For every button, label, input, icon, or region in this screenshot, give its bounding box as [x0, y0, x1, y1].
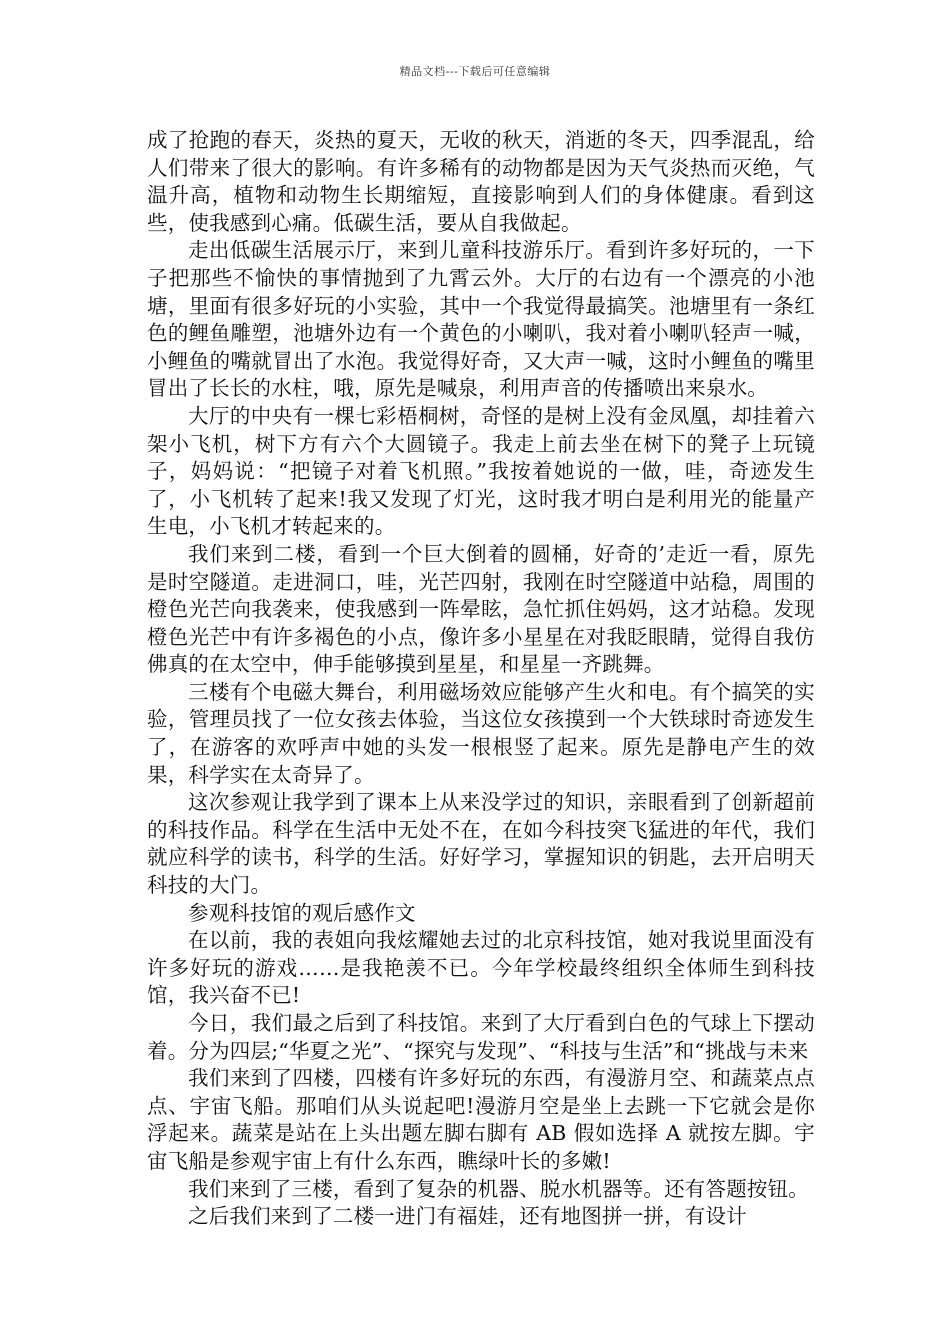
paragraph-10: 我们来到了三楼，看到了复杂的机器、脱水机器等。还有答题按钮。	[188, 1176, 809, 1201]
document-body	[147, 127, 815, 1231]
section-title: 参观科技馆的观后感作文	[188, 900, 416, 925]
paragraph-9: 我们来到了四楼，四楼有许多好玩的东西，有漫游月空、和蔬菜点点点、宇宙飞船。那咱们从头说起吧!漫游月空是坐上去跳一下它就会是你浮起来。蔬菜是站在上头出题左脚右脚有 AB 假如选择 A 就按左脚。宇宙飞船是参观宇宙上有什么东西，瞧绿叶长的多嫩!	[147, 1066, 815, 1173]
paragraph-4: 我们来到二楼，看到一个巨大倒着的圆桶，好奇的’走近一看，原先是时空隧道。走进洞口，哇，光芒四射，我刚在时空隧道中站稳，周围的橙色光芒向我袭来，使我感到一阵晕眩，急忙抓住妈妈，这才站稳。发现橙色光芒中有许多褐色的小点，像许多小星星在对我眨眼睛，觉得自我仿佛真的在太空中，伸手能够摸到星星，和星星一齐跳舞。	[147, 541, 815, 677]
paragraph-8: 今日，我们最之后到了科技馆。来到了大厅看到白色的气球上下摆动着。分为四层;“华夏之光”、“探究与发现”、“科技与生活”和“挑战与未来	[147, 1011, 815, 1063]
paragraph-3: 大厅的中央有一棵七彩梧桐树，奇怪的是树上没有金凤凰，却挂着六架小飞机，树下方有六个大圆镜子。我走上前去坐在树下的凳子上玩镜子，妈妈说：“把镜子对着飞机照。”我按着她说的一做，哇，奇迹发生了，小飞机转了起来!我又发现了灯光，这时我才明白是利用光的能量产生电，小飞机才转起来的。	[147, 403, 815, 539]
paragraph-7: 在以前，我的表姐向我炫耀她去过的北京科技馆，她对我说里面没有许多好玩的游戏……是我艳羡不已。今年学校最终组织全体师生到科技馆，我兴奋不已!	[147, 928, 815, 1008]
paragraph-1: 成了抢跑的春天，炎热的夏天，无收的秋天，消逝的冬天，四季混乱，给人们带来了很大的影响。有许多稀有的动物都是因为天气炎热而灭绝，气温升高，植物和动物生长期缩短，直接影响到人们的身体健康。看到这些，使我感到心痛。低碳生活，要从自我做起。	[147, 128, 815, 235]
paragraph-5: 三楼有个电磁大舞台，利用磁场效应能够产生火和电。有个搞笑的实验，管理员找了一位女孩去体验，当这位女孩摸到一个大铁球时奇迹发生了，在游客的欢呼声中她的头发一根根竖了起来。原先是静电产生的效果，科学实在太奇异了。	[147, 679, 815, 787]
paragraph-6: 这次参观让我学到了课本上从来没学过的知识，亲眼看到了创新超前的科技作品。科学在生活中无处不在，在如今科技突飞猛进的年代，我们就应科学的读书，科学的生活。好好学习，掌握知识的钥匙，去开启明天科技的大门。	[147, 790, 815, 898]
page-header: 精品文档---下载后可任意编辑	[399, 65, 551, 78]
paragraph-11: 之后我们来到了二楼一进门有福娃，还有地图拼一拼，有设计	[188, 1204, 747, 1229]
paragraph-2: 走出低碳生活展示厅，来到儿童科技游乐厅。看到许多好玩的，一下子把那些不愉快的事情抛到了九霄云外。大厅的右边有一个漂亮的小池塘，里面有很多好玩的小实验，其中一个我觉得最搞笑。池塘里有一条红色的鲤鱼雕塑，池塘外边有一个黄色的小喇叭，我对着小喇叭轻声一喊，小鲤鱼的嘴就冒出了水泡。我觉得好奇，又大声一喊，这时小鲤鱼的嘴里冒出了长长的水柱，哦，原先是喊泉，利用声音的传播喷出来泉水。	[147, 238, 815, 401]
